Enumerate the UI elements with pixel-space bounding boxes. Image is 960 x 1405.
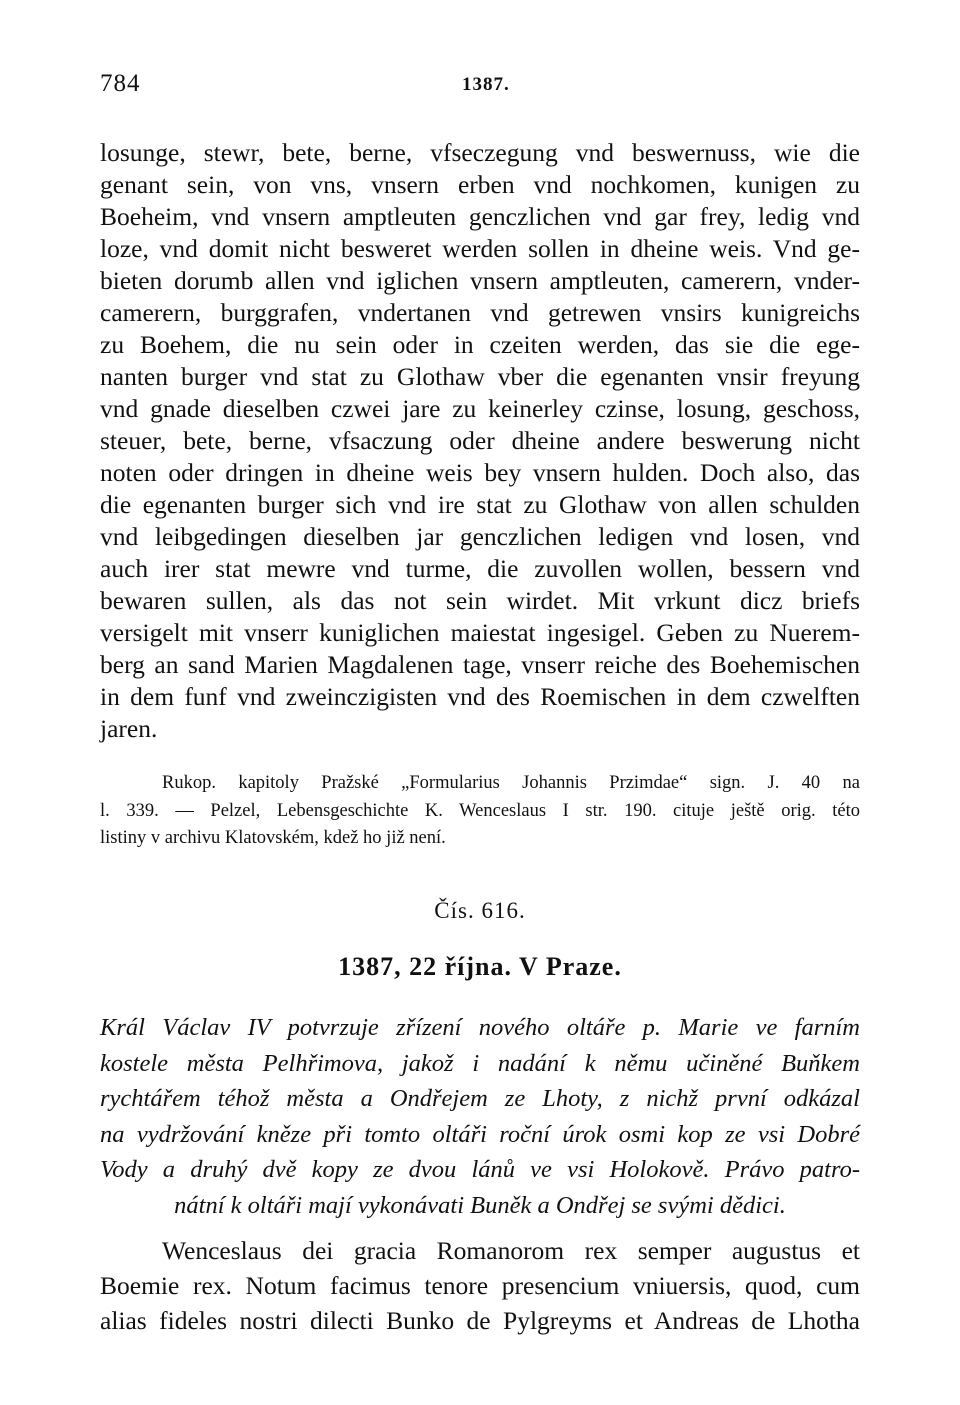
continuation-paragraph — [100, 137, 860, 745]
regest-summary — [100, 1010, 860, 1223]
text-line: loze, vnd domit nicht besweret werden sollen in dheine weis. Vnd ge- — [100, 234, 860, 263]
text-line: Wenceslaus dei gracia Romanorom rex semper augustus et — [162, 1236, 860, 1265]
text-line: zu Boehem, die nu sein oder in czeiten werden, das sie die ege- — [100, 330, 860, 359]
regest-line: Král Václav IV potvrzuje zřízení nového oltáře p. Marie ve farním — [100, 1014, 860, 1041]
document-number: Čís. 616. — [434, 898, 526, 923]
text-line: versigelt mit vnserr kuniglichen maiestat ingesigel. Geben zu Nuerem- — [100, 618, 860, 647]
source-note — [100, 770, 860, 853]
text-line: alias fideles nostri dilecti Bunko de Pylgreyms et Andreas de Lhotha — [100, 1306, 860, 1335]
text-line: bewaren sullen, als das not sein wirdet. Mit vrkunt dicz briefs — [100, 586, 860, 615]
text-line: berg an sand Marien Magdalenen tage, vnserr reiche des Boehemischen — [100, 650, 860, 679]
note-line: Rukop. kapitoly Pražské „Formularius Johannis Przimdae“ sign. J. 40 na — [162, 773, 860, 793]
regest-line: Vody a druhý dvě kopy ze dvou lánů ve vsi Holokově. Právo patro- — [100, 1156, 860, 1183]
text-line: jaren. — [100, 714, 158, 743]
document-date-place: 1387, 22 října. V Praze. — [338, 952, 622, 981]
text-line: genant sein, von vns, vnsern erben vnd nochkomen, kunigen zu — [100, 170, 860, 199]
text-line: die egenanten burger sich vnd ire stat zu Glothaw von allen schulden — [100, 490, 860, 519]
text-line: in dem funf vnd zweinczigisten vnd des Roemischen in dem czwelften — [100, 682, 860, 711]
text-line: Boeheim, vnd vnsern amptleuten genczlichen vnd gar frey, ledig vnd — [100, 202, 860, 231]
text-line: steuer, bete, berne, vfsaczung oder dheine andere beswerung nicht — [100, 426, 860, 455]
regest-line: nátní k oltáři mají vykonávati Buněk a Ondřej se svými dědici. — [174, 1191, 786, 1219]
note-line: listiny v archivu Klatovském, kdež ho již není. — [100, 828, 446, 848]
regest-line: na vydržování kněze při tomto oltáři roční úrok osmi kop ze vsi Dobré — [100, 1120, 860, 1148]
text-line: auch irer stat mewre vnd turme, die zuvollen wollen, bessern vnd — [100, 554, 860, 583]
regest-line: kostele města Pelhřimova, jakož i nadání k němu učiněné Buňkem — [100, 1049, 860, 1077]
text-line: vnd gnade dieselben czwei jare zu keinerley czinse, losung, geschoss, — [100, 394, 860, 423]
text-line: vnd leibgedingen dieselben jar genczlichen ledigen vnd losen, vnd — [100, 522, 860, 551]
text-line: nanten burger vnd stat zu Glothaw vber die egenanten vnsir freyung — [100, 362, 860, 391]
text-line: Boemie rex. Notum facimus tenore presencium vniuersis, quod, cum — [100, 1271, 860, 1300]
note-line: l. 339. — Pelzel, Lebensgeschichte K. Wenceslaus I str. 190. cituje ještě orig. této — [100, 800, 860, 821]
charter-text — [100, 1233, 860, 1338]
text-line: camerern, burggrafen, vndertanen vnd getrewen vnsirs kunigreichs — [100, 298, 860, 327]
running-head-year: 1387. — [462, 74, 510, 95]
text-line: noten oder dringen in dheine weis bey vnsern hulden. Doch also, das — [100, 458, 860, 487]
regest-line: rychtářem téhož města a Ondřejem ze Lhoty, z nichž první odkázal — [100, 1085, 860, 1112]
text-line: losunge, stewr, bete, berne, vfseczegung vnd beswernuss, wie die — [100, 138, 860, 167]
text-line: bieten dorumb allen vnd iglichen vnsern amptleuten, camerern, vnder- — [100, 266, 860, 295]
page-number: 784 — [100, 70, 141, 97]
